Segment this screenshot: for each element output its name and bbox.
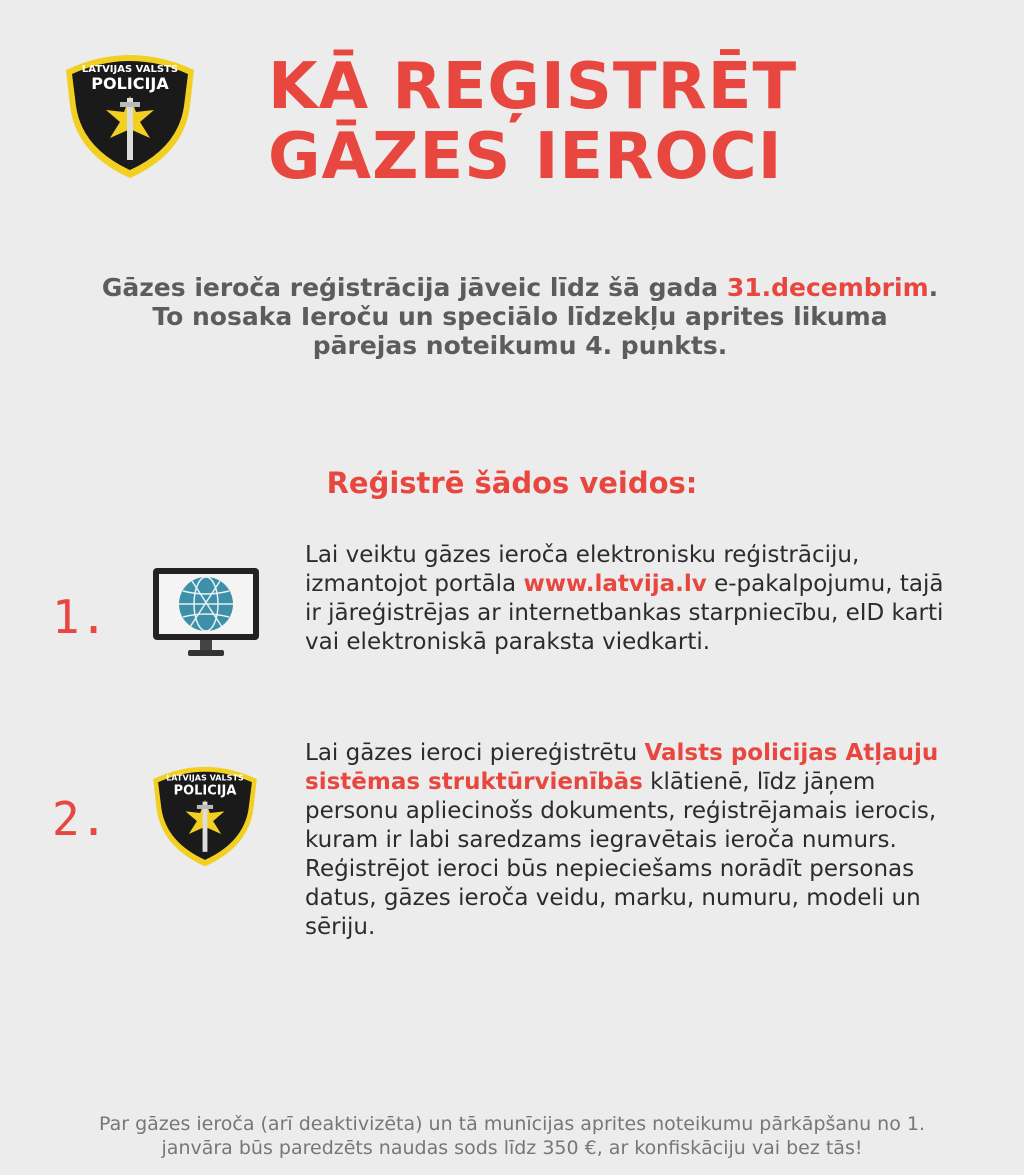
step-number-1: 1. bbox=[52, 590, 108, 644]
title-line2: GĀZES IEROCI bbox=[268, 120, 783, 194]
step-2-text bbox=[305, 739, 965, 942]
logo-line1: LATVIJAS VALSTS bbox=[81, 64, 179, 75]
logo-line1: LATVIJAS VALSTS bbox=[166, 772, 244, 783]
step-2-text-a: Lai gāzes ieroci piereģistrētu bbox=[305, 740, 645, 766]
monitor-globe-icon bbox=[152, 567, 260, 659]
step-1-text-b: e-pakalpojumu, tajā ir jāreģistrējas ar internetbankas starpniecību, eID karti vai elektroniskā paraksta viedkarti. bbox=[305, 571, 944, 655]
office-highlight: Valsts policijas Atļauju sistēmas struktūrvienībās bbox=[305, 740, 939, 795]
footer-line2: janvāra būs paredzēts naudas sods līdz 350 €, ar konfiskāciju vai bez tās! bbox=[161, 1137, 863, 1159]
section-heading: Reģistrē šādos veidos: bbox=[326, 466, 698, 500]
footer-line1: Par gāzes ieroča (arī deaktivizēta) un tā munīcijas aprites noteikumu pārkāpšanu no 1. bbox=[99, 1113, 925, 1135]
page-title bbox=[268, 52, 808, 192]
title-line1: KĀ REĢISTRĒT bbox=[268, 50, 798, 124]
step-1-text bbox=[305, 541, 965, 657]
step-1-text-a: Lai veiktu gāzes ieroča elektronisku reģistrāciju, izmantojot portāla bbox=[305, 542, 860, 597]
footer-note bbox=[20, 1112, 1004, 1160]
deadline-date: 31.decembrim bbox=[726, 273, 929, 302]
logo-line2: POLICIJA bbox=[91, 74, 169, 93]
intro-text bbox=[40, 273, 1000, 360]
police-badge-icon bbox=[62, 44, 198, 180]
intro-line2: To nosaka Ieroču un speciālo līdzekļu aprites likuma bbox=[152, 302, 888, 331]
intro-line3: pārejas noteikumu 4. punkts. bbox=[312, 331, 728, 360]
logo-line2: POLICIJA bbox=[173, 783, 237, 799]
step-number-2: 2. bbox=[52, 792, 108, 846]
portal-link[interactable]: www.latvija.lv bbox=[523, 571, 707, 597]
intro-part1: Gāzes ieroča reģistrācija jāveic līdz šā gada bbox=[101, 273, 727, 302]
intro-part2: . bbox=[928, 273, 939, 302]
police-badge-icon bbox=[150, 757, 260, 869]
step-2-text-b: klātienē, līdz jāņem personu apliecinošs dokuments, reģistrējamais ierocis, kuram ir labi saredzams iegravētais ieroča numurs. Reģistrējot ieroci būs nepieciešams norādīt personas datus, gāzes ieroča veidu, marku, numuru, modeli un sēriju. bbox=[305, 769, 937, 940]
